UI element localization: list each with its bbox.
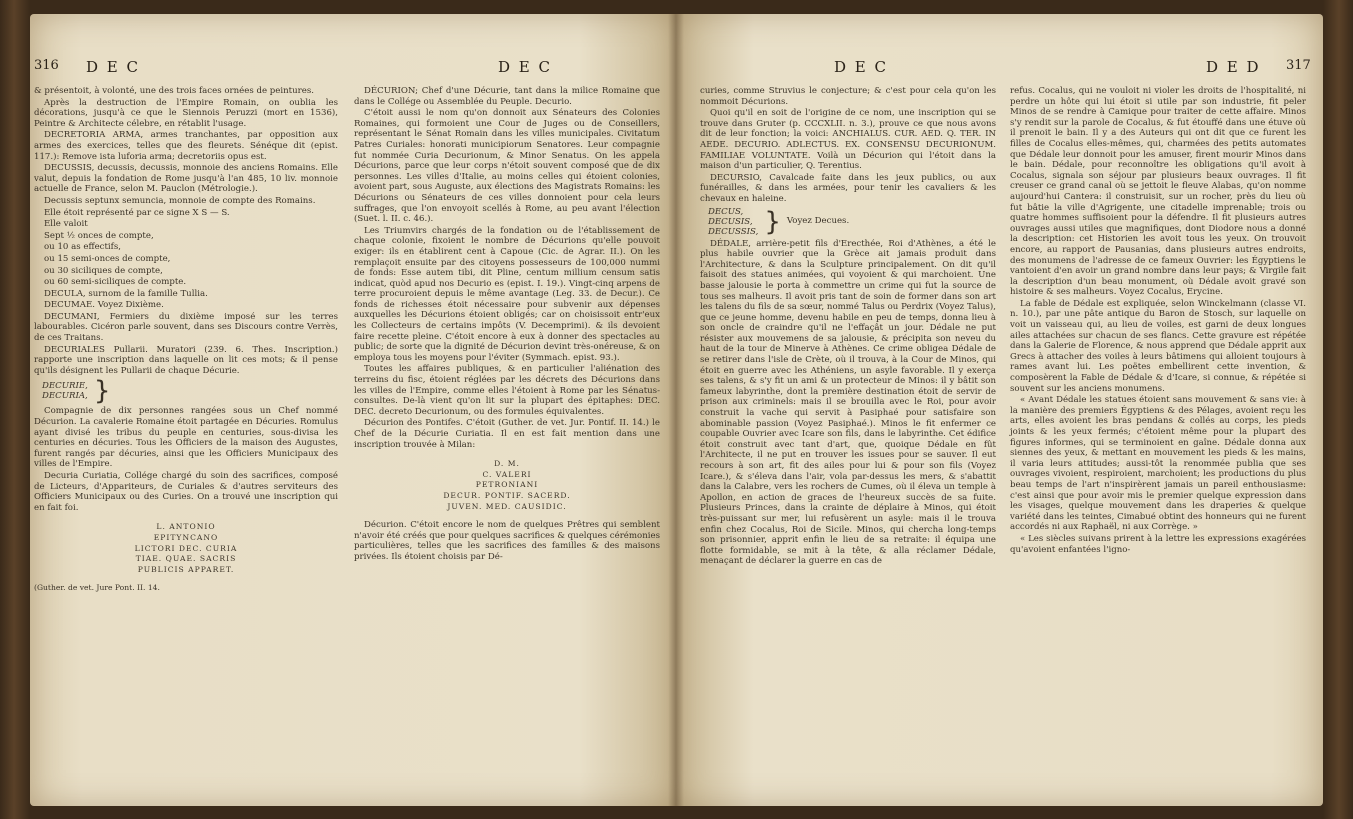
entry-decurie: Compagnie de dix personnes rangées sous un Chef nommé Décurion. La cavalerie Romaine étoit partagée en Décuries. Romulus ayant divisé les tribus du peuple en centuries, sous-divisa les centuries en décuries. Tous les Officiers de la maison des Augustes, furent rangés par décuries, ainsi que les Officiers Municipaux des villes de l'Empire. [34, 406, 338, 470]
entry-decussis: DECUSSIS, decussis, decussis, monnoie des anciens Romains. Elle valut, depuis la fondation de Rome jusqu'à l'an 485, 10 liv. monnoie actuelle de France, selon M. Pauclon (Métrologie.). [34, 163, 338, 195]
entry-decretoria-arma: DECRETORIA ARMA, armes tranchantes, par opposition aux armes des exercices, telles que des fleurets. Sénéque dit (epist. 117.): Remove ista luforia arma; decretoriis opus est. [34, 130, 338, 162]
page-number-left: 316 [34, 58, 59, 73]
inscription-line: LICTORI DEC. CURIA [134, 543, 238, 553]
running-head-left-col2: D E C [498, 58, 552, 76]
running-head-left-col1: D E C [86, 58, 140, 76]
entry-decurion: DÉCURION; Chef d'une Décurie, tant dans la milice Romaine que dans le Collége ou Assemblée du Peuple. Decurio. [354, 86, 660, 107]
inscription-line: PUBLICIS APPARET. [137, 564, 235, 574]
paragraph: Les Triumvirs chargés de la fondation ou de l'établissement de chaque colonie, fixoient le nombre de Décurions qu'elle pouvoit exiger: ils en établirent cent à Capoue (Cic. de Agrar. II.). On les remplaçoit ensuite par des citoyens possesseurs de 100,000 nummi de fonds: Esse autem tibi, dit Pline, centum millium censum satis indicat, quòd apud nos Decurio es (epist. I. 19.). Vingt-cinq arpens de terre procuroient depuis le même avantage (Leg. 33. de Decur.). Ce fonds de richesses étoit nécessaire pour subvenir aux dépenses auxquelles les Décurions étoient obligés; car on choisissoit entr'eux les Collecteurs de certains impôts (V. Decemprimi). & ils devoient faire recette pleine. C'étoit encore à eux à donner des spectacles au public; de sorte que la dignité de Décurion devint très-onéreuse, & on employa tous les moyens pour l'éviter (Symmach. epist. 93.). [354, 225, 660, 363]
right-page-column-2 [1010, 86, 1306, 556]
headword: DECUSIS, [708, 216, 753, 227]
value-line: ou 10 as effectifs, [44, 242, 121, 253]
left-page [30, 14, 676, 806]
inscription-line: PETRONIANI [475, 480, 539, 490]
decus-brace-group [708, 207, 996, 237]
paragraph: C'étoit aussi le nom qu'on donnoit aux Sénateurs des Colonies Romaines, qui formoient une Cour de Juges ou de Conseillers, représentant le Sénat Romain dans les villes municipales. Civitatum Patres Curiales: honorati municipiorum Senatores. Leur compagnie fut nommée Curia Decurionum, & Minor Senatus. On les appela Décurions, parce que leur corps n'étoit souvent composé que de dix personnes. Les villes d'Italie, au moins celles qui étoient colonies, avoient part, sous Auguste, aux élections des Magistrats Romains: les Décurions ou Sénateurs de ces villes donnoient pour cela leurs suffrages, que l'on envoyoit scellés à Rome, au peu avant l'élection (Suet. l. II. c. 46.). [354, 108, 660, 225]
inscription-line: D. M. [494, 459, 520, 469]
value-line: ou 15 semi-onces de compte, [44, 253, 171, 264]
inscription-line: DECUR. PONTIF. SACERD. [443, 490, 571, 500]
entry-decussis-septunx: Decussis septunx semuncia, monnoie de compte des Romains. [44, 195, 316, 206]
entry-decurion-des-pontifes: Décurion des Pontifes. C'étoit (Guther. de vet. Jur. Pontif. II. 14.) le Chef de la Décurie Curiatia. Il en est fait mention dans une inscription trouvée à Milan: [354, 418, 660, 450]
paragraph: Après la destruction de l'Empire Romain, on oublia les décorations, jusqu'à ce que le Siennois Peruzzi (mort en 1536), Peintre & Architecte célebre, en rétablit l'usage. [34, 97, 338, 129]
inscription-line: JUVEN. MED. CAUSIDIC. [447, 501, 567, 511]
value-line: ou 30 siciliques de compte, [44, 265, 163, 276]
paragraph: Elle étoit représenté par ce signe X S — S. [44, 207, 230, 218]
right-page [676, 14, 1323, 806]
headword: DECUSSIS, [708, 226, 759, 237]
value-line: Elle valoit [44, 219, 88, 230]
inscription-line: L. ANTONIO [156, 522, 216, 532]
headword: DECURIE, [42, 381, 88, 392]
value-line: ou 60 semi-siciliques de compte. [44, 277, 187, 288]
entry-decursio: DECURSIO, Cavalcade faite dans les jeux publics, ou aux funérailles, & dans les armées, pour tenir les cavaliers & les chevaux en haleine. [700, 172, 996, 204]
left-page-column-1 [34, 86, 338, 595]
brace-icon: } [93, 376, 111, 407]
paragraph: Décurion. C'étoit encore le nom de quelques Prêtres qui semblent n'avoir été créés que pour quelques sacrifices & quelques cérémonies particulières, telles que les sacrifices des familles & des maisons privées. Ils étoient choisis par Dé- [354, 520, 660, 562]
right-page-column-1 [700, 86, 996, 568]
book-gutter [668, 14, 684, 806]
paragraph: Quoi qu'il en soit de l'origine de ce nom, une inscription qui se trouve dans Gruter (p. CCCXLII. n. 3.), prouve ce que nous avons dit de leur fonction; la voici: ANCHIALUS. CUR. AED. Q. TER. IN AEDE. DECURIO. ADLECTUS. EX. CONSENSU DECURIONUM. FAMILIAE VOLUNTATE. Voilà un Décurion qui l'étoit dans la maison d'un particulier, Q. Terentius. [700, 108, 996, 172]
paragraph: curies, comme Struvius le conjecture; & c'est pour cela qu'on les nommoit Décurions. [700, 86, 996, 107]
paragraph: Toutes les affaires publiques, & en particulier l'aliénation des terreins du fisc, étoient réglées par les décrets des Décurions dans les villes de l'Empire, comme elles l'étoient à Rome par les Sénatus-consultes. De-là vient qu'on lit sur la plupart des épitaphes: DEC. DEC. decreto Decurionum, ou des formules équivalentes. [354, 364, 660, 417]
brace-icon: } [764, 206, 781, 237]
headword: DECUS, [708, 206, 744, 217]
value-line: Sept ½ onces de compte, [44, 230, 154, 241]
cross-reference: Voyez Decues. [786, 216, 850, 227]
inscription-line: TIAE. QUAE. SACRIS [135, 554, 237, 564]
paragraph: & présentoit, à volonté, une des trois faces ornées de peintures. [34, 86, 314, 96]
paragraph: refus. Cocalus, qui ne vouloit ni violer les droits de l'hospitalité, ni perdre un hôte qui lui étoit si utile par son industrie, fit peler Minos de se rendre à Camique pour traiter de cette affaire. Minos s'y rendit sur la parole de Cocalus, & fut étouffé dans une étuve où il prenoit le bain. Il y a des Auteurs qui ont dit que ce furent les filles de Cocalus elles-mêmes, qui, charmées des petits automates que Dédale leur donnoit pour les amuser, firent mourir Minos dans le bain. Dédale, pour reconnoître les obligations qu'il avoit à Cocalus, signala son séjour par plusieurs beaux ouvrages. Il fit creuser ce grand canal où se jettoit le fleuve Alabas, qu'on nomme aujourd'hui Cantera: il construisit, sur un rocher, près du lieu où fut bâtie la ville d'Agrigente, une citadelle imprenable; trois ou quatre hommes suffisoient pour la défendre. Il fit plusieurs autres ouvrages aussi utiles que magnifiques, dont Diodore nous a donné la description: cet Historien les avoit tous les yeux. On trouvoit encore, au rapport de Pausanias, dans plusieurs autres endroits, des monumens de l'adresse de ce fameux Ouvrier: les Égyptiens le vantoient d'en avoir un grand nombre dans leur pays; & Virgile fait la description d'un beau monument, où Dédale avoit gravé son histoire & ses malheurs. Voyez Cocalus, Erycine. [1010, 86, 1306, 298]
paragraph: « Les siècles suivans prirent à la lettre les expressions exagérées qu'avoient enfantées l'igno- [1010, 533, 1306, 555]
page-number-right: 317 [1286, 58, 1311, 73]
entry-decumae: DECUMAE. Voyez Dixième. [44, 300, 164, 311]
paragraph: La fable de Dédale est expliquée, selon Winckelmann (classe VI. n. 10.), par une pâte antique du Baron de Stosch, sur laquelle on voit un vaisseau qui, au lieu de voiles, est garni de deux longues ailes attachées sur chacun de ses flancs. Cette gravure est répétée dans la Galerie de Florence, & nous apprend que Dédale apprit aux Grecs à attacher des voiles à leurs bâtimens qui alloient toujours à rames avant lui. Les poëtes embellirent cette invention, & composèrent la Fable de Dédale & d'Icare, si connue, & répétée si souvent sur les anciens monumens. [1010, 298, 1306, 394]
decurie-brace-group [42, 376, 338, 407]
entry-decumani: DECUMANI, Fermiers du dixième imposé sur les terres labourables. Cicéron parle souvent, dans ses Discours contre Verrès, de ces Traitans. [34, 311, 338, 344]
citation: (Guther. de vet. Jure Pont. II. 14. [34, 583, 160, 593]
left-page-column-2 [354, 86, 660, 564]
running-head-right-col1: D E C [834, 58, 888, 76]
entry-dedale: DÉDALE, arrière-petit fils d'Erecthée, Roi d'Athènes, a été le plus habile ouvrier que la Grèce ait jamais produit dans l'Architecture, & dans la Sculpture principalement. On dit qu'il faisoit des statues animées, qui voyoient & qui marchoient. Une basse jalousie le porta à commettre un crime qui fut la source de tous ses malheurs. Il avoit pris tant de soin de former dans son art les talens du fils de sa sœur, nommé Talus ou Perdrix (Voyez Talus), que ce jeune homme, devenu habile en peu de temps, donna lieu à son oncle de craindre qu'il ne l'effaçât un jour. Dédale ne put résister aux mouvemens de sa jalousie, & précipita son neveu du haut de la tour de Minerve à Athènes. Ce crime obligea Dédale de se retirer dans l'isle de Crète, où il trouva, à la Cour de Minos, qui étoit en guerre avec les Athéniens, un asyle favorable. Il y exerça ses talens, & s'y fit un ami & un protecteur de Minos: il y bâtit son fameux labyrinthe, dont la première destination étoit de servir de prison aux criminels: mais il se brouilla avec le Roi, pour avoir construit la vache qui servit à Pasiphaé pour satisfaire son abominable passion (Voyez Pasiphaé.). Minos le fit enfermer ce coupable Ouvrier avec Icare son fils, dans le labyrinthe. Cet édifice étoit construit avec tant d'art, que, quoique Dédale en fût l'Architecte, il ne put en trouver les issues pour se sauver. Il eut recours à son art, fit des ailes pour lui & pour son fils (Voyez Icare.), & s'éleva dans l'air, vola par-dessus les mers, & s'abattit dans la Calabre, vers les rochers de Cumes, où il éleva un temple à Apollon, en action de graces de l'heureux succès de sa fuite. Plusieurs Princes, dans la crainte de déplaire à Minos, qui étoit très-puissant sur mer, lui refusèrent un asyle: mais il le trouva enfin chez Cocalus, Roi de Sicile. Minos, qui chercha long-temps son prisonnier, apprit enfin le lieu de sa retraite: il équipa une flotte formidable, se mit à la tête, & alla réclamer Dédale, menaçant de déclarer la guerre en cas de [700, 238, 996, 567]
inscription-line: EPITYNCANO [153, 532, 219, 542]
inscription-line: C. VALERI [482, 469, 532, 479]
running-head-right-col2: D E D [1206, 58, 1261, 76]
paragraph: « Avant Dédale les statues étoient sans mouvement & sans vie: à la manière des premiers Égyptiens & des Pélages, avoient reçu les arts, elles avoient les bras pendans & collés au corps, les pieds joints & les yeux fermés; c'étoient même pour la plupart des figures informes, qui se terminoient en gaîne. Dédale donna aux siennes des yeux, & mettant en mouvement les pieds & les mains, il varia leurs attitudes; aussi-tôt la renommée publia que ses ouvrages vivoient, respiroient, marchoient; les productions du plus beau temps de l'art n'inspirèrent jamais un pareil enthousiasme: c'est ainsi que pour avoir mis le premier quelque expression dans les visages, quelque mouvement dans les draperies & quelque variété dans les teintes, Cimabué obtint des honneurs qui ne furent accordés ni aux Raphaël, ni aux Corrège. » [1010, 395, 1306, 533]
entry-decuriales: DECURIALES Pullarii. Muratori (239. 6. Thes. Inscription.) rapporte une inscription dans laquelle on lit ces mots; & il pense qu'ils désignent les Pullarii de chaque Décurie. [34, 344, 338, 376]
entry-decuria-curiatia: Decuria Curiatia, Collége chargé du soin des sacrifices, composé de Licteurs, d'Appariteurs, de Curiales & d'autres serviteurs des Officiers Municipaux ou des Curies. On a trouvé une inscription qui en fait foi. [34, 471, 338, 513]
headword: DECURIA, [42, 391, 88, 402]
entry-decula: DECULA, surnom de la famille Tullia. [44, 288, 208, 299]
